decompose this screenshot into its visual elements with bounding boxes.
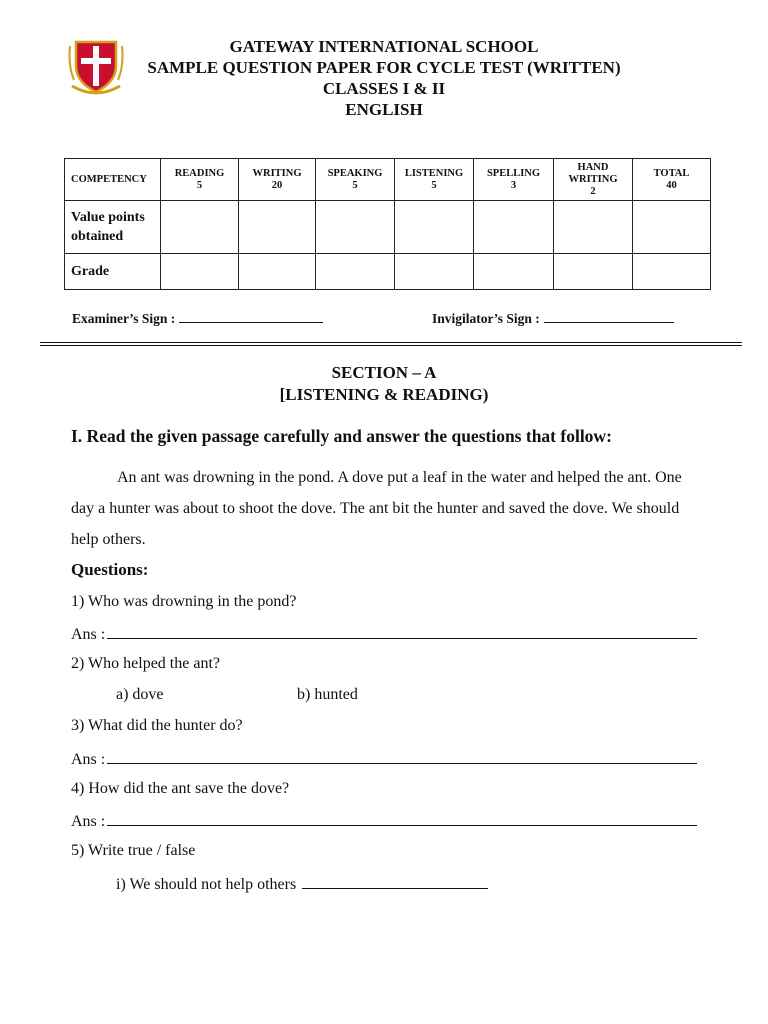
section-heading (0, 362, 768, 406)
column-name: SPELLING (486, 167, 541, 179)
question-5: 5) Write true / false (71, 842, 196, 859)
answer-3 (71, 749, 697, 769)
grade-cell[interactable] (239, 254, 316, 290)
section-subtitle: [LISTENING & READING) (279, 385, 489, 404)
column-name: TOTAL (653, 167, 690, 179)
column-name: READING (174, 167, 225, 179)
classes-label: CLASSES I & II (322, 79, 446, 98)
column-name: SPEAKING (327, 167, 383, 179)
questions-heading: Questions: (71, 560, 149, 579)
answer-label: Ans : (71, 813, 106, 830)
score-cell[interactable] (554, 201, 633, 254)
table-row (65, 254, 711, 290)
subject-label: ENGLISH (345, 100, 423, 119)
column-marks: 2 (590, 185, 596, 197)
grade-cell[interactable] (395, 254, 474, 290)
grade-cell[interactable] (554, 254, 633, 290)
row-label: Grade (65, 254, 161, 290)
grade-cell[interactable] (474, 254, 554, 290)
column-name: HAND WRITING (568, 161, 618, 185)
column-marks: 3 (510, 179, 517, 191)
answer-line[interactable] (107, 811, 697, 826)
score-cell[interactable] (316, 201, 395, 254)
column-header (316, 159, 395, 201)
question-4: 4) How did the ant save the dove? (71, 780, 290, 797)
column-header (633, 159, 711, 201)
column-header (395, 159, 474, 201)
score-cell[interactable] (161, 201, 239, 254)
column-marks: 20 (271, 179, 283, 191)
invigilator-sign-label: Invigilator’s Sign : (432, 311, 540, 326)
answer-line[interactable] (302, 874, 488, 889)
reading-passage (71, 462, 705, 555)
column-marks: 5 (431, 179, 437, 191)
invigilator-sign-line[interactable] (544, 310, 674, 323)
statement-text: i) We should not help others (116, 876, 297, 893)
table-header-row (65, 159, 711, 201)
question-5-i (116, 874, 488, 894)
grade-cell[interactable] (161, 254, 239, 290)
score-cell[interactable] (239, 201, 316, 254)
divider (40, 342, 742, 343)
column-marks: 5 (196, 179, 203, 191)
answer-1 (71, 624, 697, 644)
divider (40, 345, 742, 346)
examiner-sign-label: Examiner’s Sign : (72, 311, 176, 326)
school-name: GATEWAY INTERNATIONAL SCHOOL (229, 37, 539, 56)
section-title: SECTION – A (331, 363, 437, 382)
paper-header (0, 36, 768, 120)
answer-line[interactable] (107, 749, 697, 764)
competency-score-table (64, 158, 711, 290)
column-header (239, 159, 316, 201)
option-b[interactable]: b) hunted (297, 686, 358, 703)
question-1: 1) Who was drowning in the pond? (71, 593, 297, 610)
column-name: LISTENING (404, 167, 464, 179)
examiner-sign (72, 310, 323, 327)
column-name: WRITING (252, 167, 302, 179)
question-2: 2) Who helped the ant? (71, 655, 220, 672)
column-header (474, 159, 554, 201)
question-instruction: I. Read the given passage carefully and answer the questions that follow: (71, 426, 612, 446)
paper-title: SAMPLE QUESTION PAPER FOR CYCLE TEST (WRITTEN) (147, 58, 621, 77)
invigilator-sign (432, 310, 674, 327)
answer-4 (71, 811, 697, 831)
column-header (161, 159, 239, 201)
column-header (554, 159, 633, 201)
score-cell[interactable] (395, 201, 474, 254)
question-3: 3) What did the hunter do? (71, 717, 243, 734)
column-marks: 5 (352, 179, 358, 191)
passage-text: An ant was drowning in the pond. A dove put a leaf in the water and helped the ant. One day a hunter was about to shoot the dove. The ant bit the hunter and saved the dove. We should help others. (71, 469, 682, 548)
grade-cell[interactable] (633, 254, 711, 290)
table-row (65, 201, 711, 254)
score-cell[interactable] (633, 201, 711, 254)
answer-label: Ans : (71, 626, 106, 643)
row-label: Value points obtained (65, 201, 161, 254)
answer-line[interactable] (107, 624, 697, 639)
option-a[interactable]: a) dove (116, 686, 164, 703)
competency-header: COMPETENCY (65, 159, 161, 201)
grade-cell[interactable] (316, 254, 395, 290)
score-cell[interactable] (474, 201, 554, 254)
examiner-sign-line[interactable] (179, 310, 323, 323)
column-marks: 40 (666, 179, 677, 191)
answer-label: Ans : (71, 751, 106, 768)
